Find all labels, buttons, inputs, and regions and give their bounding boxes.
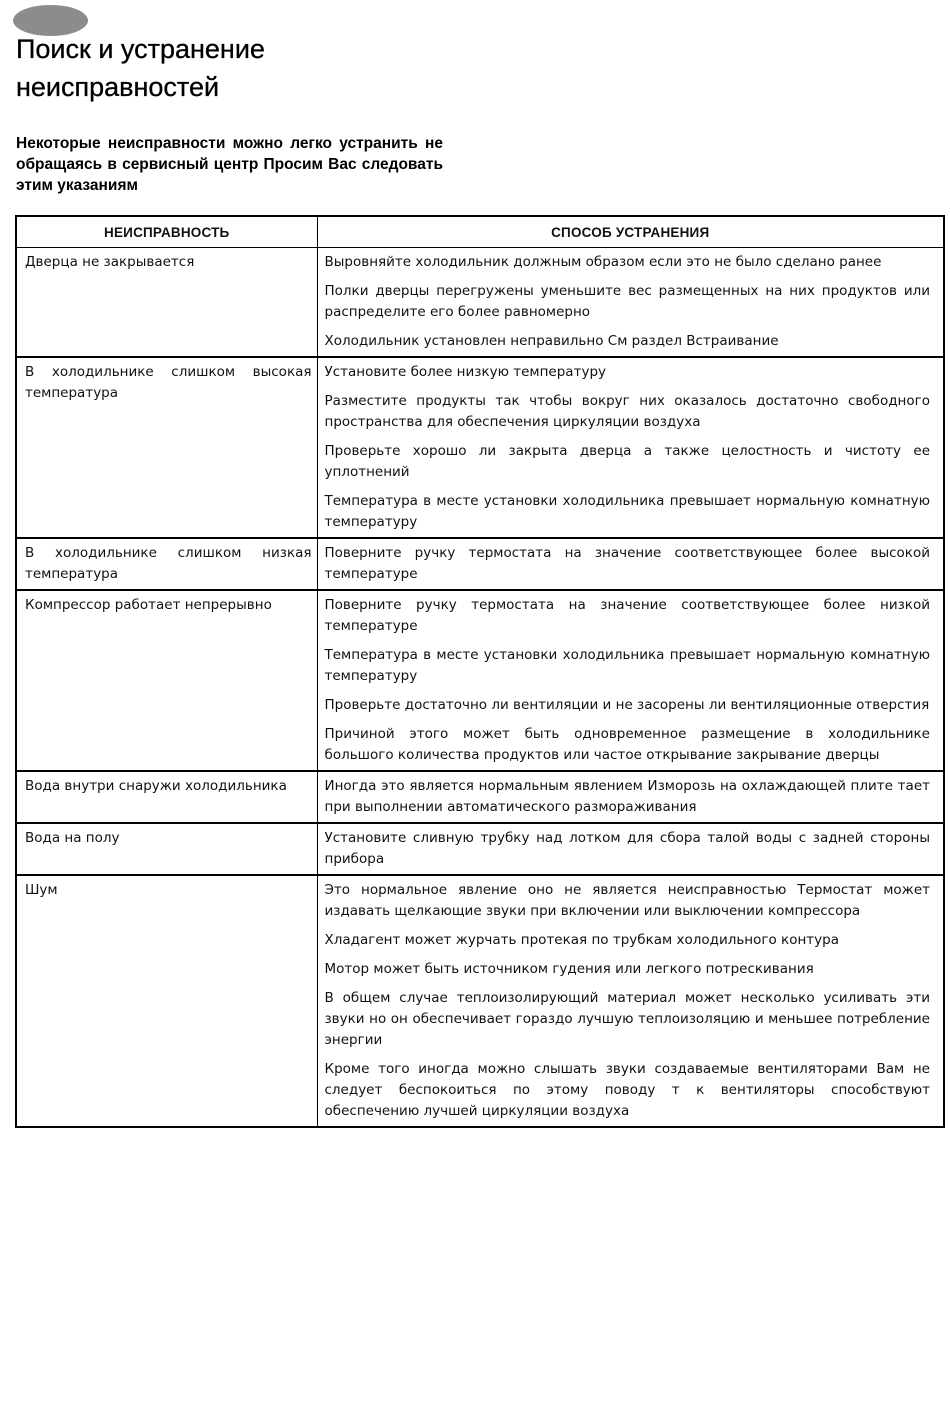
- remedy-cell: [317, 823, 944, 875]
- column-header-remedy: СПОСОБ УСТРАНЕНИЯ: [317, 216, 944, 248]
- remedy-item: Причиной этого может быть одновременное размещение в холодильнике большого количества продуктов или частое открывание закрывание дверцы: [324, 726, 930, 763]
- remedy-item: Полки дверцы перегружены уменьшите вес размещенных на них продуктов или распределите его более равномерно: [324, 283, 930, 320]
- fault-cell: Компрессор работает непрерывно: [16, 590, 317, 771]
- fault-cell: В холодильнике слишком низкая температура: [16, 538, 317, 590]
- remedy-item: Выровняйте холодильник должным образом если это не было сделано ранее: [324, 254, 882, 270]
- remedy-item: Установите более низкую температуру: [324, 364, 606, 380]
- remedy-cell: [317, 357, 944, 538]
- remedy-item: Мотор может быть источником гудения или легкого потрескивания: [324, 961, 814, 977]
- fault-cell: Дверца не закрывается: [16, 248, 317, 358]
- troubleshooting-table: [15, 215, 945, 1128]
- table-row: [16, 771, 944, 823]
- table-row: [16, 823, 944, 875]
- remedy-item: Кроме того иногда можно слышать звуки создаваемые вентиляторами Вам не следует беспокоиться по этому поводу т к вентиляторы способствуют обеспечению лучшей циркуляции воздуха: [324, 1061, 930, 1119]
- remedy-item: Холодильник установлен неправильно См раздел Встраивание: [324, 333, 779, 349]
- table-body: [16, 248, 944, 1128]
- remedy-item: Иногда это является нормальным явлением Изморозь на охлаждающей плите тает при выполнении автоматического размораживания: [324, 778, 930, 815]
- remedy-cell: [317, 771, 944, 823]
- fault-cell: Вода внутри снаружи холодильника: [16, 771, 317, 823]
- remedy-item: Температура в месте установки холодильника превышает нормальную комнатную температуру: [324, 647, 930, 684]
- remedy-cell: [317, 538, 944, 590]
- table-row: [16, 590, 944, 771]
- remedy-item: Проверьте достаточно ли вентиляции и не засорены ли вентиляционные отверстия: [324, 697, 930, 713]
- fault-cell: В холодильнике слишком высокая температура: [16, 357, 317, 538]
- table-header-row: [16, 216, 944, 248]
- fault-cell: Вода на полу: [16, 823, 317, 875]
- table-row: [16, 538, 944, 590]
- remedy-item: Температура в месте установки холодильника превышает нормальную комнатную температуру: [324, 493, 930, 530]
- remedy-item: Проверьте хорошо ли закрыта дверца а также целостность и чистоту ее уплотнений: [324, 443, 930, 480]
- remedy-item: Это нормальное явление оно не является неисправностью Термостат может издавать щелкающие звуки при включении или выключении компрессора: [324, 882, 930, 919]
- remedy-cell: [317, 248, 944, 358]
- page-title-line-2: неисправностей: [16, 72, 220, 102]
- page-title: [16, 30, 516, 106]
- intro-paragraph: Некоторые неисправности можно легко устранить не обращаясь в сервисный центр Просим Вас следовать этим указаниям: [16, 135, 443, 194]
- remedy-cell: [317, 875, 944, 1127]
- table-row: [16, 875, 944, 1127]
- remedy-item: В общем случае теплоизолирующий материал может несколько усиливать эти звуки но он обеспечивает гораздо лучшую теплоизоляцию и меньшее потребление энергии: [324, 990, 930, 1048]
- remedy-item: Поверните ручку термостата на значение соответствующее более высокой температуре: [324, 545, 930, 582]
- remedy-item: Установите сливную трубку над лотком для сбора талой воды с задней стороны прибора: [324, 830, 930, 867]
- remedy-item: Хладагент может журчать протекая по трубкам холодильного контура: [324, 932, 839, 948]
- table-row: [16, 248, 944, 358]
- remedy-item: Поверните ручку термостата на значение соответствующее более низкой температуре: [324, 597, 930, 634]
- fault-cell: Шум: [16, 875, 317, 1127]
- page-title-line-1: Поиск и устранение: [16, 34, 265, 64]
- remedy-item: Разместите продукты так чтобы вокруг них оказалось достаточно свободного пространства для обеспечения циркуляции воздуха: [324, 393, 930, 430]
- remedy-cell: [317, 590, 944, 771]
- column-header-fault: НЕИСПРАВНОСТЬ: [16, 216, 317, 248]
- table-row: [16, 357, 944, 538]
